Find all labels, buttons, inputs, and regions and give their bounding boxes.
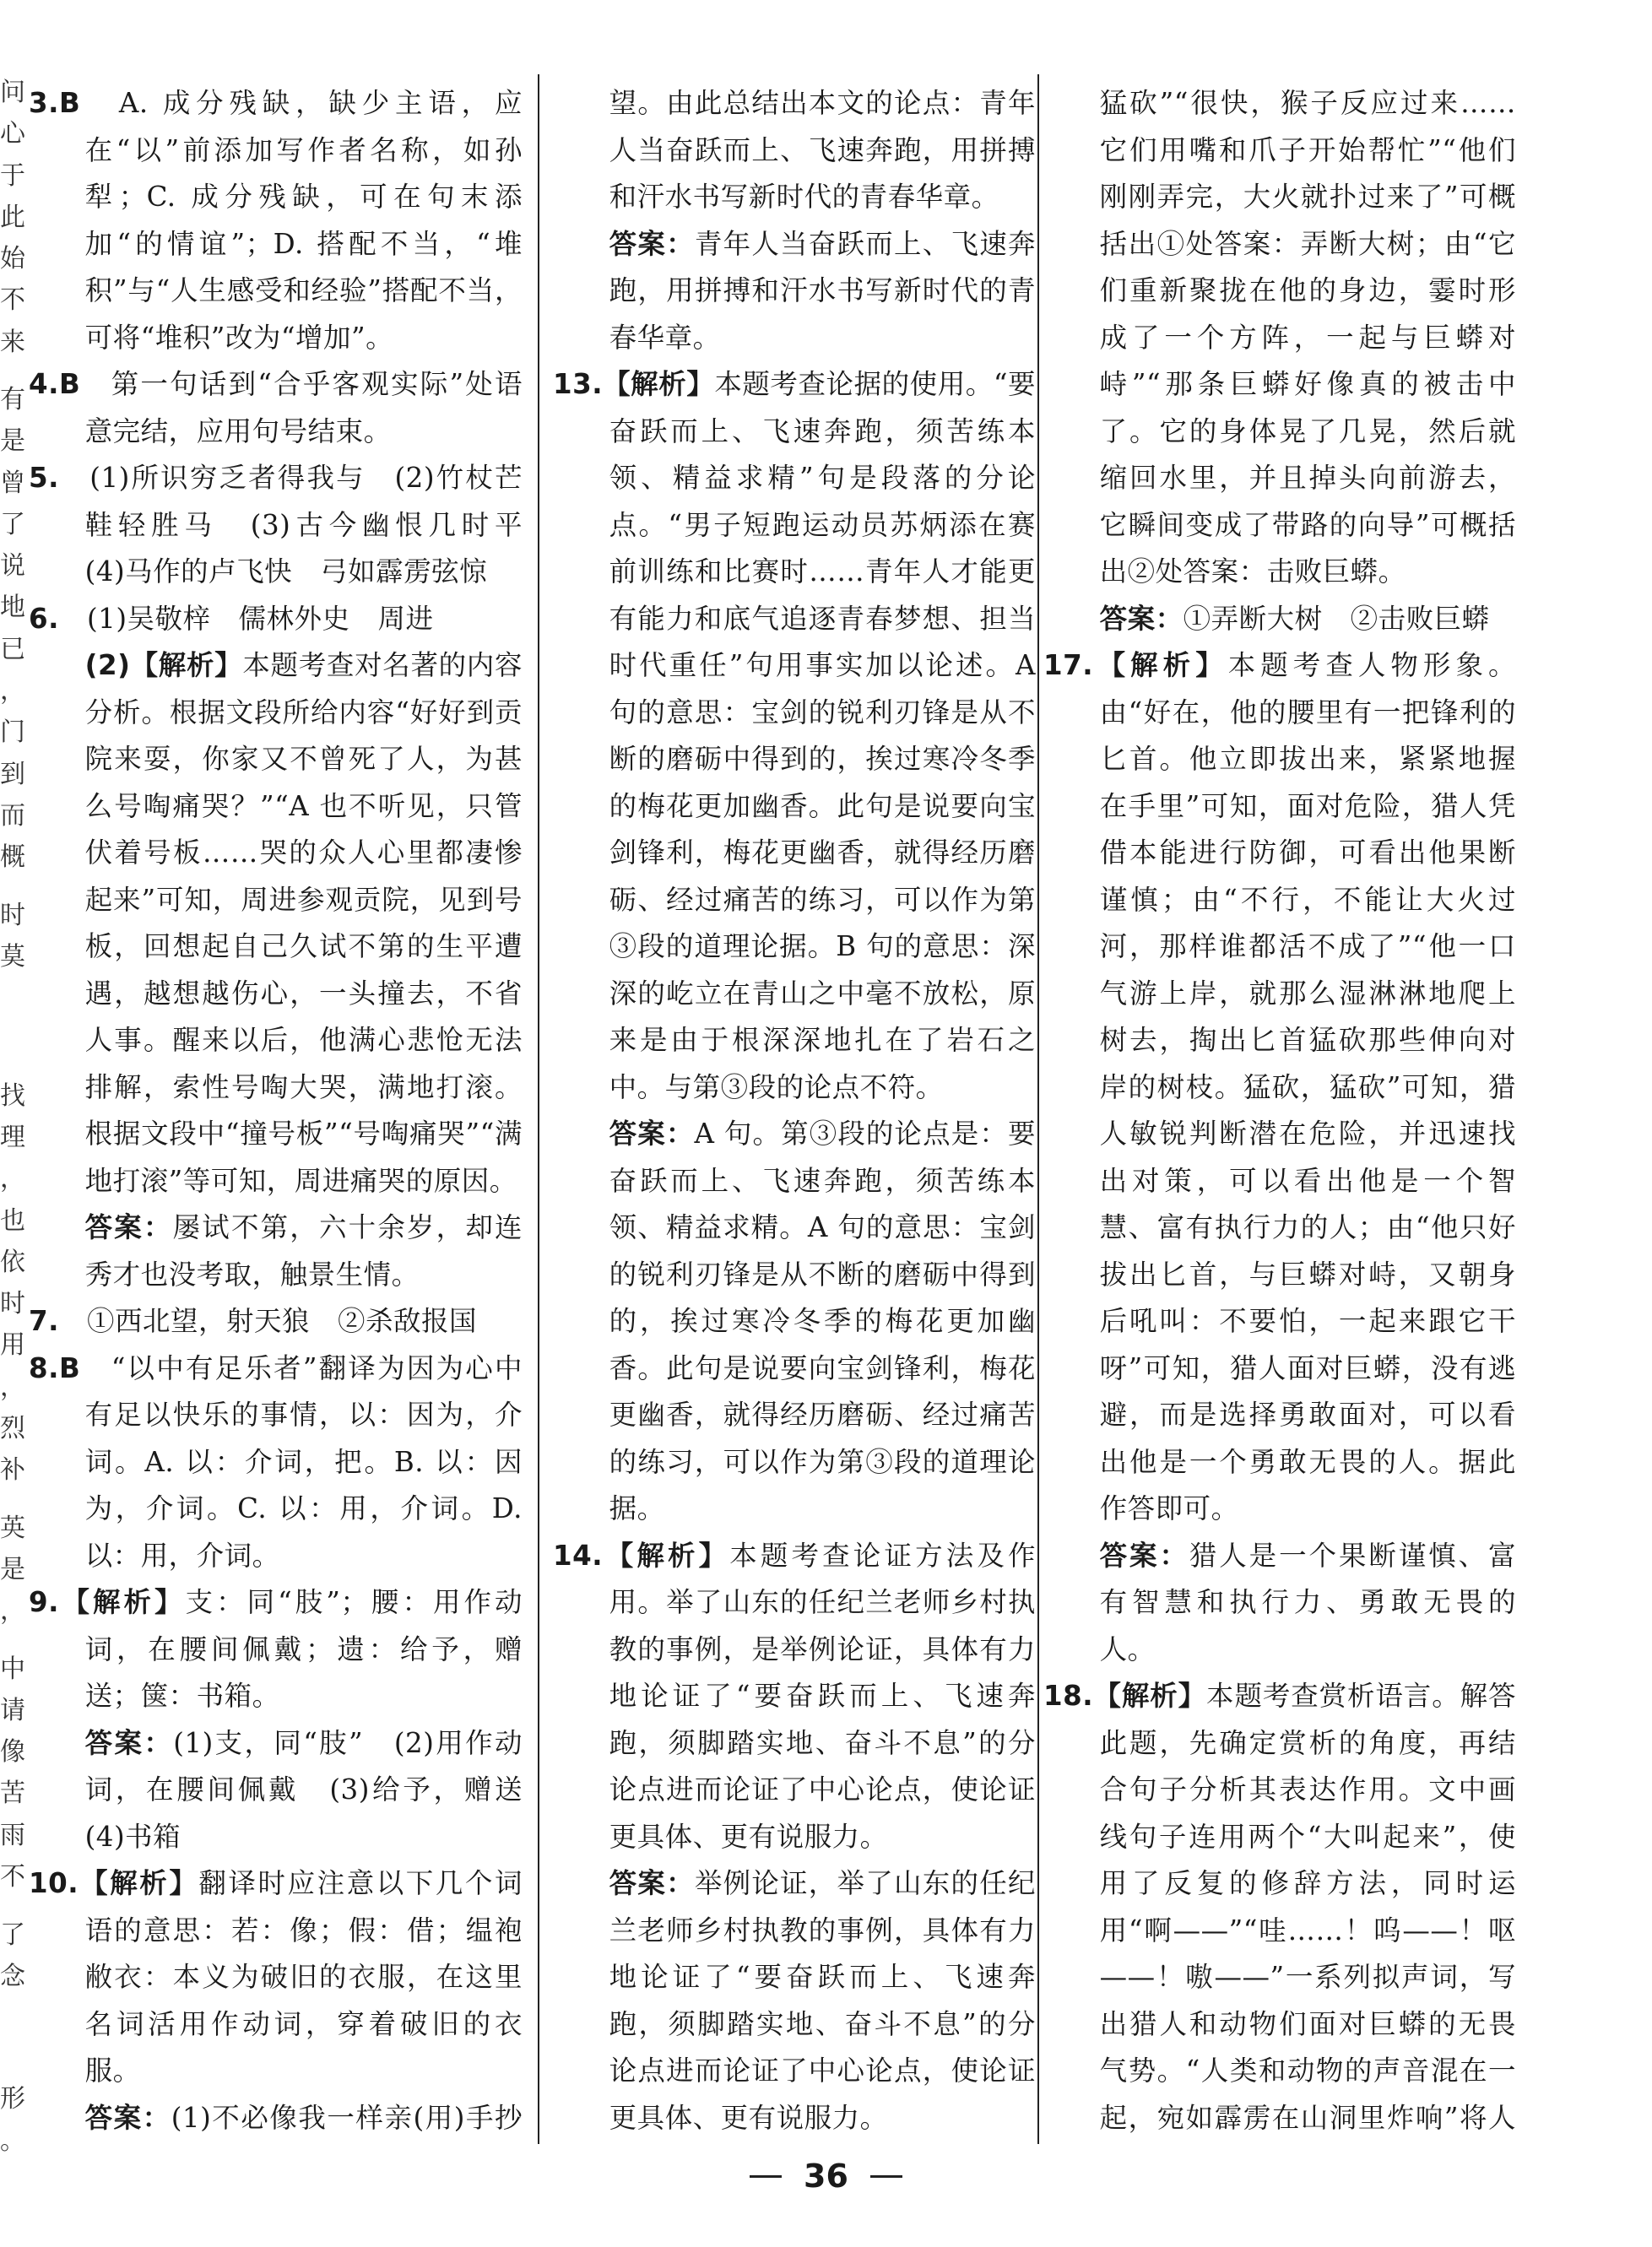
answer-text: 第一句话到“合乎客观实际”处语意完结，应用句号结束。 <box>84 368 523 447</box>
footer-dash-right <box>870 2175 902 2178</box>
analysis-label: 【解析】 <box>603 1539 730 1572</box>
answer-entry <box>553 361 1036 1111</box>
answer-label: 答案： <box>609 227 695 260</box>
answer-entry <box>553 221 1036 362</box>
answer-entry <box>29 1205 523 1298</box>
strip-char: 了 <box>0 1919 25 1950</box>
strip-char: 到 <box>0 759 25 789</box>
answer-entry <box>553 1111 1036 1533</box>
answer-entry <box>29 1720 523 1861</box>
analysis-label: (2)【解析】 <box>84 649 243 681</box>
answer-text: 本题考查赏析语言。解答此题，先确定赏析的角度，再结合句子分析其表达作用。文中画线句子连用两个“大叫起来”，使用了反复的修辞方法，同时运用“啊——”“哇……！呜——！呕——！嗷——”一系列拟声词，写出猎人和动物们面对巨蟒的无畏气势。“人类和动物的声音混在一起，宛如霹雳在山洞里炸响”将人 <box>1099 1680 1516 2134</box>
question-number: 9. <box>29 1586 59 1618</box>
strip-char: 概 <box>0 842 25 873</box>
question-number: 3.B <box>29 87 81 119</box>
strip-char: 不 <box>0 285 25 316</box>
strip-char: 时 <box>0 1289 25 1319</box>
strip-char: 于 <box>0 160 25 191</box>
answer-text: (1)支，同“肢” (2)用作动词，在腰间佩戴 (3)给予，赠送 (4)书箱 <box>84 1726 523 1853</box>
answer-entry <box>553 1533 1036 1861</box>
answer-text: 支：同“肢”；腰：用作动词，在腰间佩戴；遗：给予，赠送；箧：书箱。 <box>84 1586 523 1712</box>
question-number: 8.B <box>29 1351 81 1384</box>
strip-char: 像 <box>0 1737 25 1768</box>
column-divider <box>538 74 539 2144</box>
strip-char: ， <box>0 1372 25 1402</box>
answer-entry <box>29 642 523 1205</box>
answer-entry <box>1043 80 1516 596</box>
answer-text: A. 成分残缺，缺少主语，应在“以”前添加写作者名称，如孙犁；C. 成分残缺，可在句末添加“的情谊”；D. 搭配不当，“堆积”与“人生感受和经验”搭配不当，可将“堆积”改为“增加”。 <box>84 87 523 354</box>
answer-entry <box>1043 1673 1516 2140</box>
answer-column-3 <box>1043 80 1516 2140</box>
question-number: 14. <box>553 1539 604 1572</box>
strip-char: 念 <box>0 1961 25 1991</box>
page-number: 36 <box>804 2158 848 2195</box>
answer-column-2 <box>553 80 1036 2140</box>
question-number: 13. <box>553 368 604 400</box>
question-number: 4.B <box>29 368 81 400</box>
analysis-label: 【解析】 <box>1093 649 1228 681</box>
question-number: 6. <box>29 602 59 635</box>
strip-char: ， <box>0 675 25 706</box>
strip-char: 是 <box>0 1554 25 1584</box>
strip-char: 用 <box>0 1330 25 1361</box>
answer-entry <box>1043 1533 1516 1674</box>
strip-char: ， <box>0 1596 25 1627</box>
answer-text: 青年人当奋跃而上、飞速奔跑，用拼搏和汗水书写新时代的青春华章。 <box>609 227 1036 354</box>
strip-char: 补 <box>0 1455 25 1486</box>
answer-entry <box>29 455 523 596</box>
strip-char: 门 <box>0 717 25 748</box>
answer-text: 翻译时应注意以下几个词语的意思：若：像；假：借；缊袍敝衣：本义为破旧的衣服，在这里名词活用作动词，穿着破旧的衣服。 <box>84 1867 523 2087</box>
answer-text: (1)吴敬梓 儒林外史 周进 <box>86 602 434 635</box>
strip-char: 而 <box>0 800 25 831</box>
answer-column-1 <box>29 80 523 2140</box>
answer-text: 望。由此总结出本文的论点：青年人当奋跃而上、飞速奔跑，用拼搏和汗水书写新时代的青春华章。 <box>609 87 1036 213</box>
answer-text: 屡试不第，六十余岁，却连秀才也没考取，触景生情。 <box>84 1211 523 1291</box>
answer-label: 答案： <box>84 2101 171 2134</box>
answer-text: 本题考查论据的使用。“要奋跃而上、飞速奔跑，须苦练本领、精益求精”句是段落的分论点。“男子短跑运动员苏炳添在赛前训练和比赛时……青年人才能更有能力和底气追逐青春梦想、担当时代重任”句用事实加以论述。A 句的意思：宝剑的锐利刃锋是从不断的磨砺中得到的，挨过寒冷冬季的梅花更加幽香。此句是说要向宝剑锋利，梅花更幽香，就得经历磨砺、经过痛苦的练习，可以作为第③段的道理论据。B 句的意思：深深的屹立在青山之中毫不放松，原来是由于根深深地扎在了岩石之中。与第③段的论点不符。 <box>609 368 1036 1103</box>
strip-char: 时 <box>0 900 25 930</box>
strip-char: 问 <box>0 78 25 107</box>
left-margin-strip <box>0 78 25 2156</box>
strip-char: 也 <box>0 1205 25 1236</box>
analysis-label: 【解析】 <box>58 1586 186 1618</box>
strip-char: 雨 <box>0 1820 25 1850</box>
answer-entry <box>553 1860 1036 2140</box>
answer-text: 本题考查对名著的内容分析。根据文段所给内容“好好到贡院来耍，你家又不曾死了人，为甚么号啕痛哭？”“A 也不听见，只管伏着号板……哭的众人心里都凄惨起来”可知，周进参观贡院，见到号板，回想起自己久试不第的生平遭遇，越想越伤心，一头撞去，不省人事。醒来以后，他满心悲怆无法排解，索性号啕大哭，满地打滚。根据文段中“撞号板”“号啕痛哭”“满地打滚”等可知，周进痛哭的原因。 <box>84 649 523 1197</box>
strip-char: 不 <box>0 1862 25 1892</box>
answer-entry <box>29 596 523 643</box>
strip-char: 始 <box>0 244 25 274</box>
strip-char: 已 <box>0 634 25 664</box>
question-number: 18. <box>1043 1680 1094 1712</box>
answer-label: 答案： <box>1099 602 1183 635</box>
answer-entry <box>29 1579 523 1720</box>
answer-text: 猛砍”“很快，猴子反应过来……它们用嘴和爪子开始帮忙”“他们刚刚弄完，大火就扑过来了”可概括出①处答案：弄断大树；由“它们重新聚拢在他的身边，霎时形成了一个方阵，一起与巨蟒对峙”“那条巨蟒好像真的被击中了。它的身体晃了几晃，然后就缩回水里，并且掉头向前游去，它瞬间变成了带路的向导”可概括出②处答案：击败巨蟒。 <box>1099 87 1516 587</box>
answer-entry <box>1043 642 1516 1533</box>
answer-entry <box>29 1860 523 2095</box>
answer-label: 答案： <box>609 1867 695 1899</box>
analysis-label: 【解析】 <box>79 1867 199 1899</box>
answer-text: A 句。第③段的论点是：要奋跃而上、飞速奔跑，须苦练本领、精益求精。A 句的意思：宝剑的锐利刃锋是从不断的磨砺中得到的，挨过寒冷冬季的梅花更加幽香。此句是说要向宝剑锋利，梅花更幽香，就得经历磨砺、经过痛苦的练习，可以作为第③段的道理论据。 <box>609 1118 1036 1524</box>
page-footer <box>0 2151 1652 2201</box>
strip-char: 中 <box>0 1654 25 1684</box>
strip-char: 依 <box>0 1247 25 1277</box>
strip-char: 烈 <box>0 1413 25 1443</box>
answer-entry <box>29 1345 523 1580</box>
question-number: 17. <box>1043 649 1094 681</box>
strip-char: 找 <box>0 1080 25 1111</box>
answer-entry <box>29 2095 523 2141</box>
strip-char: 英 <box>0 1513 25 1543</box>
strip-char: 莫 <box>0 941 25 972</box>
question-number: 5. <box>29 462 59 494</box>
strip-char: 请 <box>0 1695 25 1725</box>
strip-char: 。 <box>0 2125 25 2156</box>
analysis-label: 【解析】 <box>603 368 715 400</box>
answer-entry <box>29 361 523 455</box>
answer-text: ①西北望，射天狼 ②杀敌报国 <box>86 1305 477 1337</box>
strip-char: 心 <box>0 119 25 149</box>
question-number: 7. <box>29 1305 59 1337</box>
answer-text: 本题考查论证方法及作用。举了山东的任纪兰老师乡村执教的事例，是举例论证，具体有力地论证了“要奋跃而上、飞速奔跑，须脚踏实地、奋斗不息”的分论点进而论证了中心论点，使论证更具体、更有说服力。 <box>609 1539 1036 1853</box>
strip-char: 曾 <box>0 468 25 498</box>
answer-text: (1)所识穷乏者得我与 (2)竹杖芒鞋轻胜马 (3)古今幽恨几时平 (4)马作的卢飞快 弓如霹雳弦惊 <box>84 462 523 587</box>
answer-label: 答案： <box>1099 1539 1189 1572</box>
strip-char: 苦 <box>0 1779 25 1809</box>
answer-text: (1)不必像我一样亲(用)手抄 <box>171 2101 523 2134</box>
strip-char: 理 <box>0 1122 25 1152</box>
strip-char: ， <box>0 1164 25 1194</box>
answer-text: 本题考查人物形象。由“好在，他的腰里有一把锋利的匕首。他立即拔出来，紧紧地握在手里”可知，面对危险，猎人凭借本能进行防御，可看出他果断谨慎；由“不行，不能让大火过河，那样谁都活不成了”“他一口气游上岸，就那么湿淋淋地爬上树去，掏出匕首猛砍那些伸向对岸的树枝。猛砍，猛砍”可知，猎人敏锐判断潜在危险，并迅速找出对策，可以看出他是一个智慧、富有执行力的人；由“他只好拔出匕首，与巨蟒对峙，又朝身后吼叫：不要怕，一起来跟它干呀”可知，猎人面对巨蟒，没有逃避，而是选择勇敢面对，可以看出他是一个勇敢无畏的人。据此作答即可。 <box>1099 649 1516 1524</box>
answer-text: 猎人是一个果断谨慎、富有智慧和执行力、勇敢无畏的人。 <box>1099 1539 1516 1665</box>
strip-char: 了 <box>0 509 25 539</box>
answer-text: ①弄断大树 ②击败巨蟒 <box>1183 602 1490 635</box>
answer-label: 答案： <box>609 1118 695 1150</box>
answer-label: 答案： <box>84 1726 174 1759</box>
column-divider <box>1037 74 1039 2144</box>
question-number: 10. <box>29 1867 79 1899</box>
strip-char: 说 <box>0 551 25 582</box>
strip-char: 来 <box>0 327 25 357</box>
answer-entry <box>1043 596 1516 643</box>
answer-text: “以中有足乐者”翻译为因为心中有足以快乐的事情，以：因为，介词。A. 以：介词，把。B. 以：因为，介词。C. 以：用，介词。D. 以：用，介词。 <box>84 1351 523 1572</box>
answer-entry <box>553 80 1036 221</box>
strip-char: 此 <box>0 202 25 232</box>
strip-char: 地 <box>0 593 25 623</box>
strip-char: 有 <box>0 385 25 415</box>
analysis-label: 【解析】 <box>1093 1680 1207 1712</box>
strip-char: 是 <box>0 426 25 457</box>
answer-entry <box>29 80 523 361</box>
footer-dash-left <box>750 2175 782 2178</box>
answer-text: 举例论证，举了山东的任纪兰老师乡村执教的事例，具体有力地论证了“要奋跃而上、飞速奔跑，须脚踏实地、奋斗不息”的分论点进而论证了中心论点，使论证更具体、更有说服力。 <box>609 1867 1036 2134</box>
answer-label: 答案： <box>84 1211 173 1243</box>
strip-char: 形 <box>0 2084 25 2114</box>
answer-entry <box>29 1298 523 1345</box>
